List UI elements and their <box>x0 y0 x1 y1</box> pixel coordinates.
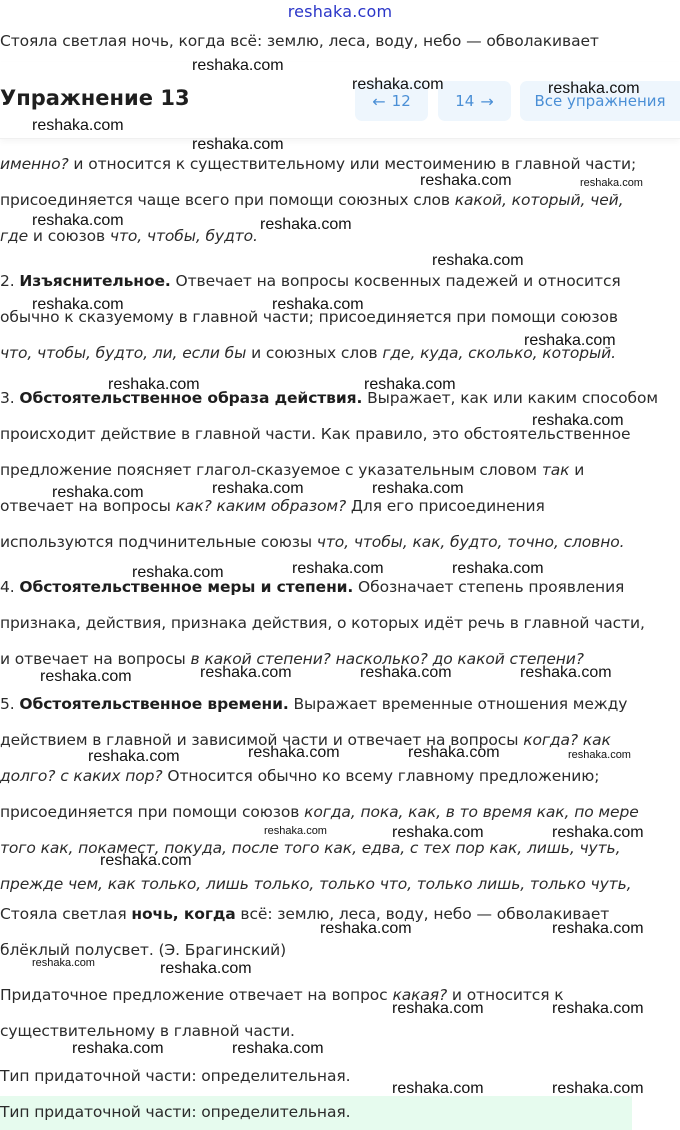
watermark: reshaka.com <box>32 296 124 313</box>
watermark: reshaka.com <box>32 212 124 229</box>
text-line: того как, покамест, покуда, после того как, едва, с тех пор как, лишь, чуть, <box>0 839 621 857</box>
arrow-right-icon: → <box>480 91 494 111</box>
watermark: reshaka.com <box>32 117 124 134</box>
next-exercise-label: 14 <box>455 92 475 110</box>
text-line: присоединяется при помощи союзов когда, пока, как, в то время как, по мере <box>0 803 639 821</box>
watermark: reshaka.com <box>524 332 616 349</box>
text-line: Стояла светлая ночь, когда всё: землю, леса, воду, небо — обволакивает <box>0 32 599 50</box>
text-line: отвечает на вопросы как? каким образом? Для его присоединения <box>0 497 545 515</box>
watermark: reshaka.com <box>272 296 364 313</box>
text-line: предложение поясняет глагол-сказуемое с указательным словом так и <box>0 461 585 479</box>
text-line: где и союзов что, чтобы, будто. <box>0 227 258 245</box>
watermark: reshaka.com <box>352 76 444 93</box>
watermark: reshaka.com <box>264 825 327 837</box>
answer-text: Тип придаточной части: определительная. <box>0 1103 351 1121</box>
text-line: и отвечает на вопросы в какой степени? насколько? до какой степени? <box>0 650 584 668</box>
watermark: reshaka.com <box>392 824 484 841</box>
watermark: reshaka.com <box>248 744 340 761</box>
text-line: происходит действие в главной части. Как правило, это обстоятельственное <box>0 425 631 443</box>
watermark: reshaka.com <box>432 252 524 269</box>
watermark: reshaka.com <box>52 484 144 501</box>
text-line: 2. Изъяснительное. Отвечает на вопросы косвенных падежей и относится <box>0 272 621 290</box>
watermark: reshaka.com <box>232 1040 324 1057</box>
text-line: Стояла светлая ночь, когда всё: землю, леса, воду, небо — обволакивает <box>0 905 610 923</box>
watermark: reshaka.com <box>568 749 631 761</box>
watermark: reshaka.com <box>360 664 452 681</box>
watermark: reshaka.com <box>580 177 643 189</box>
text-line: прежде чем, как только, лишь только, только что, только лишь, только чуть, <box>0 875 632 893</box>
text-line: существительному в главной части. <box>0 1022 295 1040</box>
watermark: reshaka.com <box>40 668 132 685</box>
watermark: reshaka.com <box>292 560 384 577</box>
text-line: используются подчинительные союзы что, чтобы, как, будто, точно, словно. <box>0 533 625 551</box>
text-line: блёклый полусвет. (Э. Брагинский) <box>0 941 287 959</box>
text-line: 3. Обстоятельственное образа действия. Выражает, как или каким способом <box>0 389 658 407</box>
watermark: reshaka.com <box>552 1080 644 1097</box>
watermark: reshaka.com <box>212 480 304 497</box>
watermark: reshaka.com <box>108 376 200 393</box>
watermark: reshaka.com <box>364 376 456 393</box>
watermark: reshaka.com <box>408 744 500 761</box>
watermark: reshaka.com <box>420 172 512 189</box>
prev-exercise-label: 12 <box>391 92 411 110</box>
arrow-left-icon: ← <box>372 91 386 111</box>
text-line: долго? с каких пор? Относится обычно ко всему главному предложению; <box>0 767 600 785</box>
watermark: reshaka.com <box>532 412 624 429</box>
all-exercises-label: Все упражнения <box>534 92 666 110</box>
watermark: reshaka.com <box>88 748 180 765</box>
watermark: reshaka.com <box>452 560 544 577</box>
text-line: Тип придаточной части: определительная. <box>0 1067 351 1085</box>
text-line: что, чтобы, будто, ли, если бы и союзных слов где, куда, сколько, который. <box>0 344 616 362</box>
watermark: reshaka.com <box>552 920 644 937</box>
text-line: действием в главной и зависимой части и отвечает на вопросы когда? как <box>0 731 611 749</box>
watermark: reshaka.com <box>160 960 252 977</box>
watermark: reshaka.com <box>372 480 464 497</box>
watermark: reshaka.com <box>72 1040 164 1057</box>
watermark: reshaka.com <box>260 216 352 233</box>
text-line: присоединяется чаще всего при помощи союзных слов какой, который, чей, <box>0 191 624 209</box>
watermark: reshaka.com <box>520 664 612 681</box>
page-title: Упражнение 13 <box>0 86 190 110</box>
next-exercise-button[interactable] <box>438 81 511 121</box>
text-line: именно? и относится к существительному или местоимению в главной части; <box>0 155 637 173</box>
watermark: reshaka.com <box>200 664 292 681</box>
watermark: reshaka.com <box>320 920 412 937</box>
watermark: reshaka.com <box>192 57 284 74</box>
text-line: Придаточное предложение отвечает на вопрос какая? и относится к <box>0 986 564 1004</box>
text-line: 4. Обстоятельственное меры и степени. Обозначает степень проявления <box>0 578 625 596</box>
watermark: reshaka.com <box>32 957 95 969</box>
watermark: reshaka.com <box>552 1000 644 1017</box>
watermark: reshaka.com <box>548 80 640 97</box>
text-line: обычно к сказуемому в главной части; присоединяется при помощи союзов <box>0 308 618 326</box>
watermark: reshaka.com <box>392 1080 484 1097</box>
text-line: 5. Обстоятельственное времени. Выражает временные отношения между <box>0 695 628 713</box>
watermark: reshaka.com <box>100 852 192 869</box>
text-line: признака, действия, признака действия, о которых идёт речь в главной части, <box>0 614 645 632</box>
watermark: reshaka.com <box>552 824 644 841</box>
site-brand-link[interactable]: reshaka.com <box>287 2 393 21</box>
watermark: reshaka.com <box>192 136 284 153</box>
watermark: reshaka.com <box>132 564 224 581</box>
watermark: reshaka.com <box>392 1000 484 1017</box>
